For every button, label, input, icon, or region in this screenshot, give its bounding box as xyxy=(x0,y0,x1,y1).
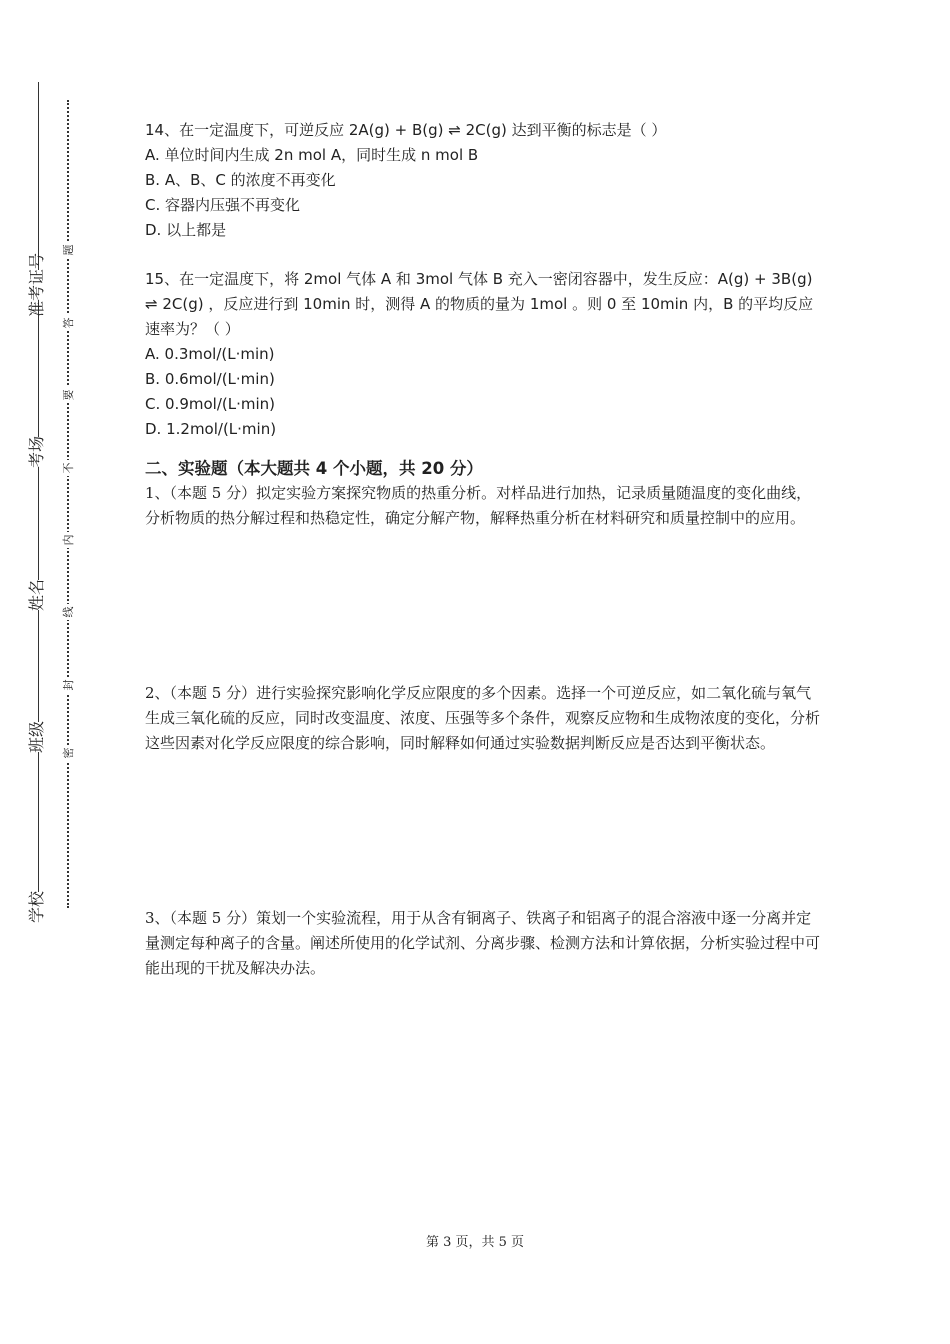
experiment-question-1: 1、（本题 5 分）拟定实验方案探究物质的热重分析。对样品进行加热，记录质量随温度的变化曲线，分析物质的热分解过程和热稳定性，确定分解产物，解释热重分析在材料研究和质量控制中的应用。 xyxy=(145,484,812,527)
seal-char: 题 xyxy=(60,242,76,258)
seal-char: 要 xyxy=(60,387,76,403)
binding-solid-line xyxy=(38,82,39,922)
exam-number-label: 准考证号 xyxy=(20,270,50,300)
option-a: A. 0.3mol/(L·min) xyxy=(145,345,275,363)
experiment-question-2: 2、（本题 5 分）进行实验探究影响化学反应限度的多个因素。选择一个可逆反应，如二氧化硫与氧气生成三氧化硫的反应，同时改变温度、浓度、压强等多个条件，观察反应物和生成物浓度的变化，分析这些因素对化学反应限度的综合影响，同时解释如何通过实验数据判断反应是否达到平衡状态。 xyxy=(145,684,821,752)
question-14 xyxy=(145,118,820,243)
option-b: B. 0.6mol/(L·min) xyxy=(145,370,275,388)
exam-room-label: 考场 xyxy=(20,437,50,467)
seal-char: 线 xyxy=(60,604,76,620)
option-c: C. 0.9mol/(L·min) xyxy=(145,395,275,413)
experiment-question-3: 3、（本题 5 分）策划一个实验流程，用于从含有铜离子、铁离子和铝离子的混合溶液中逐一分离并定量测定每种离子的含量。阐述所使用的化学试剂、分离步骤、检测方法和计算依据，分析实验过程中可能出现的干扰及解决办法。 xyxy=(145,909,821,977)
binding-margin xyxy=(0,0,110,1344)
seal-char: 封 xyxy=(60,677,76,693)
section-title: 二、实验题（本大题共 4 个小题，共 20 分） xyxy=(145,459,483,478)
seal-dotted-line xyxy=(67,100,69,908)
question-stem: 15、在一定温度下，将 2mol 气体 A 和 3mol 气体 B 充入一密闭容器中，发生反应：A(g) + 3B(g) ⇌ 2C(g) ，反应进行到 10min 时，测得 A 的物质的量为 1mol 。则 0 至 10min 内，B 的平均反应速率为？（ ） xyxy=(145,270,814,338)
class-label: 班级 xyxy=(20,722,50,752)
seal-char: 内 xyxy=(60,532,76,548)
option-d: D. 1.2mol/(L·min) xyxy=(145,420,277,438)
school-label: 学校 xyxy=(20,892,50,922)
seal-char: 不 xyxy=(60,460,76,476)
option-a: A. 单位时间内生成 2n mol A，同时生成 n mol B xyxy=(145,146,479,164)
question-stem: 14、在一定温度下，可逆反应 2A(g) + B(g) ⇌ 2C(g) 达到平衡的标志是（ ） xyxy=(145,121,667,139)
option-b: B. A、B、C 的浓度不再变化 xyxy=(145,171,336,189)
seal-char: 答 xyxy=(60,315,76,331)
name-label: 姓名 xyxy=(20,580,50,610)
seal-char: 密 xyxy=(60,745,76,761)
exam-content xyxy=(145,118,820,981)
question-15 xyxy=(145,267,820,442)
option-c: C. 容器内压强不再变化 xyxy=(145,196,301,214)
option-d: D. 以上都是 xyxy=(145,221,227,239)
page-footer: 第 3 页，共 5 页 xyxy=(425,1235,525,1250)
